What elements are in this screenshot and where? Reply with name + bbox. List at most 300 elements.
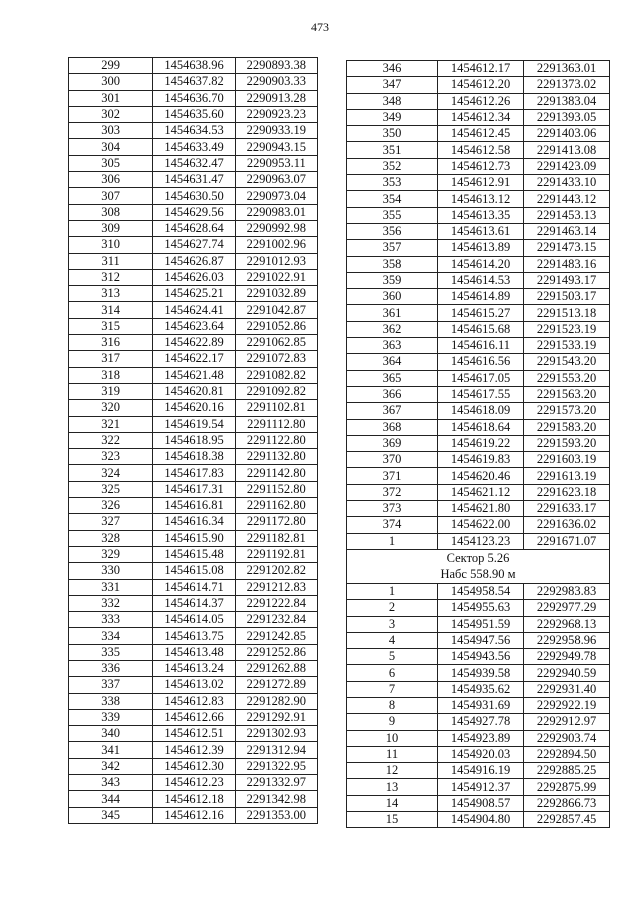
table-row: [347, 632, 610, 648]
table-row: [69, 546, 318, 562]
y-coordinate-cell: 2290963.07: [235, 172, 317, 188]
x-coordinate-cell: 1454612.20: [438, 77, 524, 93]
x-coordinate-cell: 1454631.47: [153, 172, 235, 188]
x-coordinate-cell: 1454618.09: [438, 403, 524, 419]
point-number-cell: 299: [69, 58, 153, 74]
x-coordinate-cell: 1454621.80: [438, 501, 524, 517]
x-coordinate-cell: 1454613.02: [153, 677, 235, 693]
table-row: [347, 812, 610, 828]
point-number-cell: 322: [69, 432, 153, 448]
y-coordinate-cell: 2291473.15: [524, 240, 610, 256]
table-row: [347, 142, 610, 158]
y-coordinate-cell: 2290933.19: [235, 123, 317, 139]
x-coordinate-cell: 1454612.30: [153, 758, 235, 774]
y-coordinate-cell: 2291252.86: [235, 644, 317, 660]
table-row: [69, 237, 318, 253]
y-coordinate-cell: 2291282.90: [235, 693, 317, 709]
y-coordinate-cell: 2292894.50: [524, 746, 610, 762]
sector-title: Сектор 5.26: [446, 551, 510, 566]
table-row: [347, 779, 610, 795]
point-number-cell: 337: [69, 677, 153, 693]
x-coordinate-cell: 1454612.91: [438, 175, 524, 191]
table-row: [347, 501, 610, 517]
y-coordinate-cell: 2291633.17: [524, 501, 610, 517]
point-number-cell: 331: [69, 579, 153, 595]
x-coordinate-cell: 1454618.38: [153, 449, 235, 465]
x-coordinate-cell: 1454634.53: [153, 123, 235, 139]
y-coordinate-cell: 2290992.98: [235, 220, 317, 236]
table-row: [69, 644, 318, 660]
y-coordinate-cell: 2291583.20: [524, 419, 610, 435]
point-number-cell: 316: [69, 335, 153, 351]
point-number-cell: 365: [347, 370, 438, 386]
point-number-cell: 339: [69, 709, 153, 725]
table-row: [69, 383, 318, 399]
x-coordinate-cell: 1454908.57: [438, 795, 524, 811]
x-coordinate-cell: 1454620.81: [153, 383, 235, 399]
point-number-cell: 313: [69, 286, 153, 302]
y-coordinate-cell: 2291052.86: [235, 318, 317, 334]
x-coordinate-cell: 1454612.83: [153, 693, 235, 709]
x-coordinate-cell: 1454123.23: [438, 533, 524, 549]
table-row: [69, 481, 318, 497]
point-number-cell: 7: [347, 681, 438, 697]
table-row: [69, 253, 318, 269]
x-coordinate-cell: 1454955.63: [438, 600, 524, 616]
sector-header: [347, 549, 610, 583]
x-coordinate-cell: 1454618.95: [153, 432, 235, 448]
table-row: [347, 61, 610, 77]
point-number-cell: 323: [69, 449, 153, 465]
x-coordinate-cell: 1454617.05: [438, 370, 524, 386]
x-coordinate-cell: 1454927.78: [438, 714, 524, 730]
point-number-cell: 6: [347, 665, 438, 681]
y-coordinate-cell: 2291232.84: [235, 612, 317, 628]
x-coordinate-cell: 1454935.62: [438, 681, 524, 697]
x-coordinate-cell: 1454612.45: [438, 126, 524, 142]
x-coordinate-cell: 1454626.03: [153, 269, 235, 285]
point-number-cell: 345: [69, 807, 153, 823]
point-number-cell: 320: [69, 400, 153, 416]
x-coordinate-cell: 1454616.81: [153, 498, 235, 514]
y-coordinate-cell: 2291182.81: [235, 530, 317, 546]
table-row: [347, 452, 610, 468]
x-coordinate-cell: 1454614.20: [438, 256, 524, 272]
y-coordinate-cell: 2291112.80: [235, 416, 317, 432]
table-row: [347, 158, 610, 174]
point-number-cell: 355: [347, 207, 438, 223]
x-coordinate-cell: 1454951.59: [438, 616, 524, 632]
x-coordinate-cell: 1454615.90: [153, 530, 235, 546]
table-row: [347, 93, 610, 109]
table-row: [69, 677, 318, 693]
x-coordinate-cell: 1454622.89: [153, 335, 235, 351]
y-coordinate-cell: 2290913.28: [235, 90, 317, 106]
x-coordinate-cell: 1454612.73: [438, 158, 524, 174]
table-row: [347, 697, 610, 713]
x-coordinate-cell: 1454612.51: [153, 726, 235, 742]
y-coordinate-cell: 2290903.33: [235, 74, 317, 90]
point-number-cell: 362: [347, 321, 438, 337]
point-number-cell: 311: [69, 253, 153, 269]
y-coordinate-cell: 2291292.91: [235, 709, 317, 725]
table-row: [347, 321, 610, 337]
y-coordinate-cell: 2291573.20: [524, 403, 610, 419]
table-row: [347, 533, 610, 549]
table-row: [347, 289, 610, 305]
table-row: [69, 155, 318, 171]
table-row: [347, 681, 610, 697]
x-coordinate-cell: 1454617.31: [153, 481, 235, 497]
point-number-cell: 361: [347, 305, 438, 321]
y-coordinate-cell: 2291312.94: [235, 742, 317, 758]
y-coordinate-cell: 2291172.80: [235, 514, 317, 530]
table-row: [69, 612, 318, 628]
y-coordinate-cell: 2291563.20: [524, 386, 610, 402]
x-coordinate-cell: 1454614.71: [153, 579, 235, 595]
point-number-cell: 351: [347, 142, 438, 158]
table-row: [347, 305, 610, 321]
x-coordinate-cell: 1454614.53: [438, 272, 524, 288]
table-row: [69, 498, 318, 514]
x-coordinate-cell: 1454636.70: [153, 90, 235, 106]
y-coordinate-cell: 2292903.74: [524, 730, 610, 746]
y-coordinate-cell: 2291082.82: [235, 367, 317, 383]
point-number-cell: 352: [347, 158, 438, 174]
y-coordinate-cell: 2291623.18: [524, 484, 610, 500]
x-coordinate-cell: 1454916.19: [438, 763, 524, 779]
table-row: [69, 220, 318, 236]
point-number-cell: 10: [347, 730, 438, 746]
x-coordinate-cell: 1454923.89: [438, 730, 524, 746]
point-number-cell: 373: [347, 501, 438, 517]
y-coordinate-cell: 2291423.09: [524, 158, 610, 174]
point-number-cell: 314: [69, 302, 153, 318]
y-coordinate-cell: 2291092.82: [235, 383, 317, 399]
y-coordinate-cell: 2291593.20: [524, 435, 610, 451]
x-coordinate-cell: 1454621.48: [153, 367, 235, 383]
x-coordinate-cell: 1454623.64: [153, 318, 235, 334]
x-coordinate-cell: 1454958.54: [438, 583, 524, 599]
point-number-cell: 9: [347, 714, 438, 730]
point-number-cell: 1: [347, 583, 438, 599]
table-row: [69, 400, 318, 416]
x-coordinate-cell: 1454629.56: [153, 204, 235, 220]
y-coordinate-cell: 2291202.82: [235, 563, 317, 579]
point-number-cell: 1: [347, 533, 438, 549]
y-coordinate-cell: 2291242.85: [235, 628, 317, 644]
point-number-cell: 353: [347, 175, 438, 191]
y-coordinate-cell: 2291433.10: [524, 175, 610, 191]
point-number-cell: 334: [69, 628, 153, 644]
x-coordinate-cell: 1454628.64: [153, 220, 235, 236]
table-row: [69, 204, 318, 220]
point-number-cell: 318: [69, 367, 153, 383]
table-row: [69, 449, 318, 465]
x-coordinate-cell: 1454615.27: [438, 305, 524, 321]
point-number-cell: 343: [69, 775, 153, 791]
point-number-cell: 360: [347, 289, 438, 305]
x-coordinate-cell: 1454931.69: [438, 697, 524, 713]
y-coordinate-cell: 2291403.06: [524, 126, 610, 142]
point-number-cell: 338: [69, 693, 153, 709]
x-coordinate-cell: 1454612.39: [153, 742, 235, 758]
point-number-cell: 310: [69, 237, 153, 253]
point-number-cell: 369: [347, 435, 438, 451]
x-coordinate-cell: 1454617.55: [438, 386, 524, 402]
y-coordinate-cell: 2291383.04: [524, 93, 610, 109]
y-coordinate-cell: 2291072.83: [235, 351, 317, 367]
table-row: [69, 758, 318, 774]
table-row: [69, 530, 318, 546]
table-row: [69, 660, 318, 676]
table-row: [347, 109, 610, 125]
point-number-cell: 332: [69, 595, 153, 611]
y-coordinate-cell: 2291373.02: [524, 77, 610, 93]
sector-subtitle: Набс 558.90 м: [440, 567, 516, 582]
y-coordinate-cell: 2291553.20: [524, 370, 610, 386]
point-number-cell: 303: [69, 123, 153, 139]
y-coordinate-cell: 2291272.89: [235, 677, 317, 693]
point-number-cell: 367: [347, 403, 438, 419]
table-row: [347, 272, 610, 288]
table-row: [69, 123, 318, 139]
y-coordinate-cell: 2291042.87: [235, 302, 317, 318]
table-row: [347, 746, 610, 762]
x-coordinate-cell: 1454612.66: [153, 709, 235, 725]
y-coordinate-cell: 2292949.78: [524, 649, 610, 665]
table-row: [347, 403, 610, 419]
y-coordinate-cell: 2291393.05: [524, 109, 610, 125]
x-coordinate-cell: 1454614.37: [153, 595, 235, 611]
x-coordinate-cell: 1454612.17: [438, 61, 524, 77]
point-number-cell: 370: [347, 452, 438, 468]
table-row: [347, 175, 610, 191]
x-coordinate-cell: 1454632.47: [153, 155, 235, 171]
table-row: [69, 465, 318, 481]
table-row: [69, 416, 318, 432]
y-coordinate-cell: 2291022.91: [235, 269, 317, 285]
point-number-cell: 342: [69, 758, 153, 774]
point-number-cell: 14: [347, 795, 438, 811]
x-coordinate-cell: 1454613.24: [153, 660, 235, 676]
x-coordinate-cell: 1454627.74: [153, 237, 235, 253]
table-row: [347, 665, 610, 681]
coordinates-table-left: [68, 57, 318, 824]
point-number-cell: 15: [347, 812, 438, 828]
table-row: [347, 484, 610, 500]
point-number-cell: 366: [347, 386, 438, 402]
y-coordinate-cell: 2291443.12: [524, 191, 610, 207]
y-coordinate-cell: 2292931.40: [524, 681, 610, 697]
point-number-cell: 306: [69, 172, 153, 188]
table-row: [347, 223, 610, 239]
y-coordinate-cell: 2291222.84: [235, 595, 317, 611]
y-coordinate-cell: 2291523.19: [524, 321, 610, 337]
point-number-cell: 308: [69, 204, 153, 220]
x-coordinate-cell: 1454624.41: [153, 302, 235, 318]
x-coordinate-cell: 1454637.82: [153, 74, 235, 90]
point-number-cell: 350: [347, 126, 438, 142]
point-number-cell: 347: [347, 77, 438, 93]
table-row: [69, 302, 318, 318]
table-row: [347, 616, 610, 632]
x-coordinate-cell: 1454619.54: [153, 416, 235, 432]
point-number-cell: 330: [69, 563, 153, 579]
table-row: [347, 240, 610, 256]
x-coordinate-cell: 1454614.89: [438, 289, 524, 305]
y-coordinate-cell: 2291613.19: [524, 468, 610, 484]
x-coordinate-cell: 1454633.49: [153, 139, 235, 155]
point-number-cell: 307: [69, 188, 153, 204]
y-coordinate-cell: 2291413.08: [524, 142, 610, 158]
y-coordinate-cell: 2291142.80: [235, 465, 317, 481]
point-number-cell: 363: [347, 338, 438, 354]
table-row: [347, 419, 610, 435]
x-coordinate-cell: 1454638.96: [153, 58, 235, 74]
table-row: [69, 709, 318, 725]
table-row: [69, 106, 318, 122]
point-number-cell: 340: [69, 726, 153, 742]
y-coordinate-cell: 2291012.93: [235, 253, 317, 269]
point-number-cell: 349: [347, 109, 438, 125]
table-row: [69, 693, 318, 709]
y-coordinate-cell: 2291162.80: [235, 498, 317, 514]
table-row: [347, 763, 610, 779]
x-coordinate-cell: 1454621.12: [438, 484, 524, 500]
y-coordinate-cell: 2292866.73: [524, 795, 610, 811]
point-number-cell: 359: [347, 272, 438, 288]
x-coordinate-cell: 1454617.83: [153, 465, 235, 481]
y-coordinate-cell: 2291302.93: [235, 726, 317, 742]
x-coordinate-cell: 1454616.34: [153, 514, 235, 530]
table-row: [69, 74, 318, 90]
y-coordinate-cell: 2291342.98: [235, 791, 317, 807]
point-number-cell: 11: [347, 746, 438, 762]
point-number-cell: 335: [69, 644, 153, 660]
y-coordinate-cell: 2290953.11: [235, 155, 317, 171]
point-number-cell: 372: [347, 484, 438, 500]
point-number-cell: 346: [347, 61, 438, 77]
table-row: [347, 649, 610, 665]
point-number-cell: 364: [347, 354, 438, 370]
y-coordinate-cell: 2291332.97: [235, 775, 317, 791]
table-row: [69, 432, 318, 448]
x-coordinate-cell: 1454612.34: [438, 109, 524, 125]
y-coordinate-cell: 2291132.80: [235, 449, 317, 465]
point-number-cell: 368: [347, 419, 438, 435]
y-coordinate-cell: 2291192.81: [235, 546, 317, 562]
table-row: [347, 354, 610, 370]
y-coordinate-cell: 2291533.19: [524, 338, 610, 354]
y-coordinate-cell: 2291671.07: [524, 533, 610, 549]
y-coordinate-cell: 2291503.17: [524, 289, 610, 305]
point-number-cell: 300: [69, 74, 153, 90]
x-coordinate-cell: 1454622.17: [153, 351, 235, 367]
x-coordinate-cell: 1454613.89: [438, 240, 524, 256]
x-coordinate-cell: 1454622.00: [438, 517, 524, 533]
point-number-cell: 302: [69, 106, 153, 122]
point-number-cell: 2: [347, 600, 438, 616]
x-coordinate-cell: 1454612.18: [153, 791, 235, 807]
point-number-cell: 357: [347, 240, 438, 256]
x-coordinate-cell: 1454613.75: [153, 628, 235, 644]
point-number-cell: 333: [69, 612, 153, 628]
x-coordinate-cell: 1454630.50: [153, 188, 235, 204]
x-coordinate-cell: 1454912.37: [438, 779, 524, 795]
x-coordinate-cell: 1454943.56: [438, 649, 524, 665]
point-number-cell: 312: [69, 269, 153, 285]
x-coordinate-cell: 1454635.60: [153, 106, 235, 122]
x-coordinate-cell: 1454613.48: [153, 644, 235, 660]
point-number-cell: 374: [347, 517, 438, 533]
table-row: [69, 367, 318, 383]
table-row: [347, 207, 610, 223]
table-row: [69, 172, 318, 188]
y-coordinate-cell: 2292857.45: [524, 812, 610, 828]
x-coordinate-cell: 1454904.80: [438, 812, 524, 828]
point-number-cell: 356: [347, 223, 438, 239]
point-number-cell: 371: [347, 468, 438, 484]
table-row: [69, 628, 318, 644]
y-coordinate-cell: 2290983.01: [235, 204, 317, 220]
x-coordinate-cell: 1454612.58: [438, 142, 524, 158]
table-row: [69, 318, 318, 334]
table-row: [69, 286, 318, 302]
table-row: [347, 191, 610, 207]
table-row: [347, 435, 610, 451]
point-number-cell: 354: [347, 191, 438, 207]
table-row: [69, 726, 318, 742]
y-coordinate-cell: 2291353.00: [235, 807, 317, 823]
y-coordinate-cell: 2292922.19: [524, 697, 610, 713]
table-row: [69, 269, 318, 285]
x-coordinate-cell: 1454947.56: [438, 632, 524, 648]
point-number-cell: 315: [69, 318, 153, 334]
y-coordinate-cell: 2291062.85: [235, 335, 317, 351]
y-coordinate-cell: 2291636.02: [524, 517, 610, 533]
x-coordinate-cell: 1454920.03: [438, 746, 524, 762]
y-coordinate-cell: 2290973.04: [235, 188, 317, 204]
point-number-cell: 348: [347, 93, 438, 109]
x-coordinate-cell: 1454615.08: [153, 563, 235, 579]
y-coordinate-cell: 2292958.96: [524, 632, 610, 648]
y-coordinate-cell: 2291002.96: [235, 237, 317, 253]
table-row: [69, 807, 318, 823]
table-row: [347, 386, 610, 402]
y-coordinate-cell: 2291212.83: [235, 579, 317, 595]
point-number-cell: 4: [347, 632, 438, 648]
point-number-cell: 341: [69, 742, 153, 758]
point-number-cell: 301: [69, 90, 153, 106]
point-number-cell: 317: [69, 351, 153, 367]
point-number-cell: 336: [69, 660, 153, 676]
point-number-cell: 305: [69, 155, 153, 171]
x-coordinate-cell: 1454616.56: [438, 354, 524, 370]
point-number-cell: 5: [347, 649, 438, 665]
x-coordinate-cell: 1454612.16: [153, 807, 235, 823]
table-row: [347, 338, 610, 354]
y-coordinate-cell: 2291363.01: [524, 61, 610, 77]
y-coordinate-cell: 2292977.29: [524, 600, 610, 616]
point-number-cell: 358: [347, 256, 438, 272]
y-coordinate-cell: 2292912.97: [524, 714, 610, 730]
point-number-cell: 328: [69, 530, 153, 546]
y-coordinate-cell: 2291543.20: [524, 354, 610, 370]
table-row: [347, 256, 610, 272]
x-coordinate-cell: 1454613.12: [438, 191, 524, 207]
x-coordinate-cell: 1454615.48: [153, 546, 235, 562]
